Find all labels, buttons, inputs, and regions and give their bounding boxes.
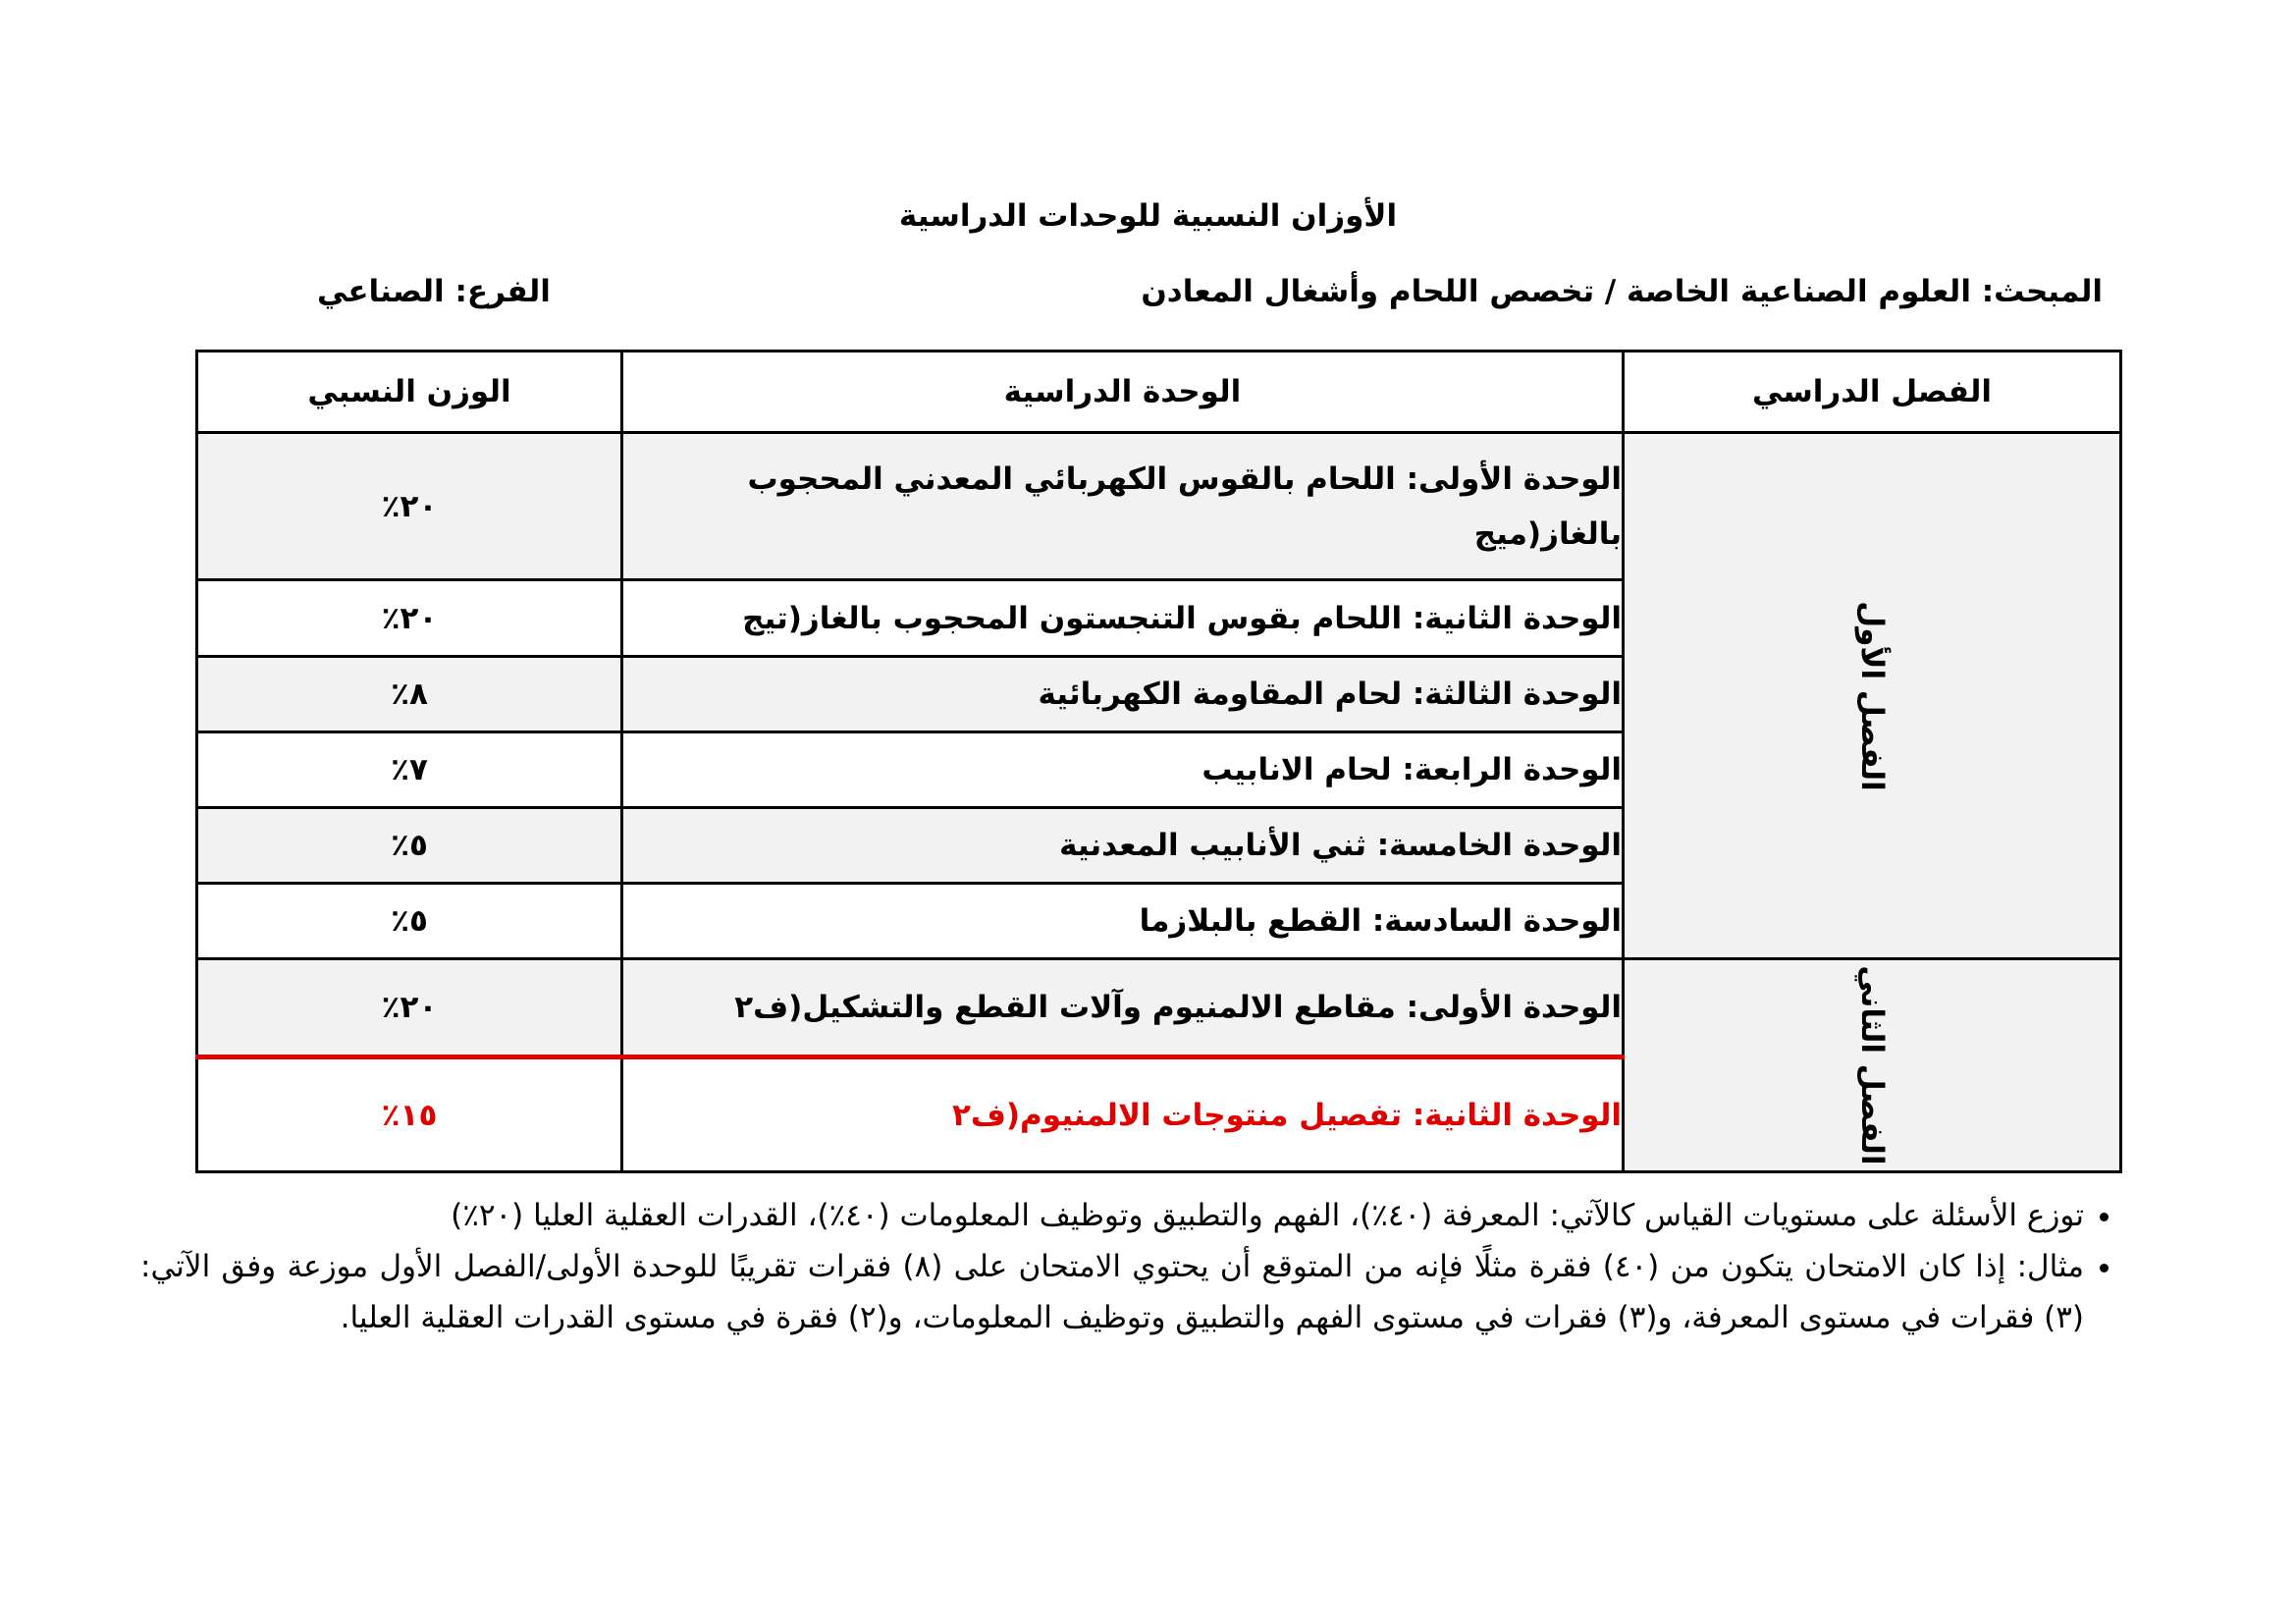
weight-cell: ٢٠٪ (197, 433, 622, 580)
semester-label-first: الفصل الأول (1854, 600, 1890, 791)
weight-cell: ٧٪ (197, 732, 622, 808)
table-row (197, 433, 2121, 580)
unit-cell: الوحدة السادسة: القطع بالبلازما (622, 884, 1624, 959)
unit-cell: الوحدة الثانية: تفصيل منتوجات الالمنيوم(ف٢ (622, 1057, 1624, 1172)
unit-cell: الوحدة الثانية: اللحام بقوس التنجستون المحجوب بالغاز(تيج (622, 580, 1624, 657)
weight-cell: ٢٠٪ (197, 580, 622, 657)
semester-label-second: الفصل الثاني (1854, 965, 1890, 1165)
notes-list (140, 1190, 2119, 1343)
semester-cell-second (1624, 959, 2121, 1172)
unit-cell: الوحدة الخامسة: ثني الأنابيب المعدنية (622, 808, 1624, 884)
weights-table (195, 350, 2122, 1173)
header-weight: الوزن النسبي (197, 352, 622, 433)
subject-line: المبحث: العلوم الصناعية الخاصة / تخصص اللحام وأشغال المعادن (1141, 274, 2103, 309)
unit-cell: الوحدة الأولى: مقاطع الالمنيوم وآلات القطع والتشكيل(ف٢ (622, 959, 1624, 1057)
unit-cell: الوحدة الأولى: اللحام بالقوس الكهربائي المعدني المحجوب بالغاز(ميج (622, 433, 1624, 580)
weight-cell: ٢٠٪ (197, 959, 622, 1057)
weight-cell: ٨٪ (197, 657, 622, 732)
page-title: الأوزان النسبية للوحدات الدراسية (898, 198, 1398, 234)
header-semester: الفصل الدراسي (1624, 352, 2121, 433)
table-header-row (197, 352, 2121, 433)
weight-cell: ٥٪ (197, 884, 622, 959)
weight-cell: ١٥٪ (197, 1057, 622, 1172)
note-item: • توزع الأسئلة على مستويات القياس كالآتي: المعرفة (٤٠٪)، الفهم والتطبيق وتوظيف المعلومات (٤٠٪)، القدرات العقلية العليا (٢٠٪) (140, 1190, 2084, 1241)
weight-cell: ٥٪ (197, 808, 622, 884)
header-unit: الوحدة الدراسية (622, 352, 1624, 433)
table-row (197, 959, 2121, 1057)
branch-line: الفرع: الصناعي (317, 274, 551, 309)
semester-cell-first (1624, 433, 2121, 959)
unit-cell: الوحدة الرابعة: لحام الانابيب (622, 732, 1624, 808)
unit-cell: الوحدة الثالثة: لحام المقاومة الكهربائية (622, 657, 1624, 732)
note-item: • مثال: إذا كان الامتحان يتكون من (٤٠) فقرة مثلًا فإنه من المتوقع أن يحتوي الامتحان على (٨) فقرات تقريبًا للوحدة الأولى/الفصل الأول موزعة وفق الآتي: (٣) فقرات في مستوى المعرفة، و(٣) فقرات في مستوى الفهم والتطبيق وتوظيف المعلومات، و(٢) فقرة في مستوى القدرات العقلية العليا. (140, 1241, 2084, 1343)
